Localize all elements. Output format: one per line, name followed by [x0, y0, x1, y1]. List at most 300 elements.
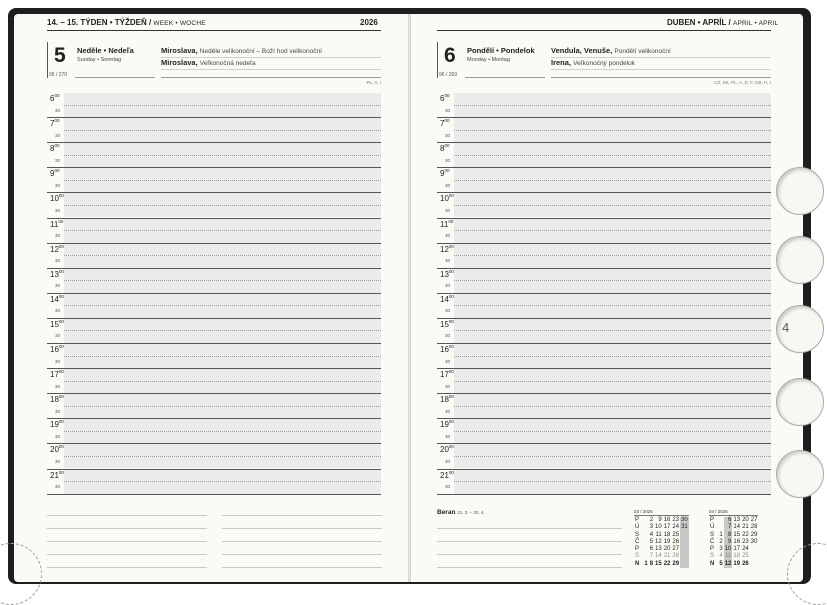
- hour-label: [50, 345, 64, 354]
- calendar-day: 30: [750, 538, 758, 545]
- header-rule-right: [437, 30, 771, 31]
- hour-value: 8: [440, 144, 445, 154]
- hour-value: 7: [50, 119, 55, 129]
- half-hour-rule: [454, 130, 771, 131]
- minute-value: 00: [58, 318, 64, 324]
- calendar-day: [750, 561, 759, 568]
- weekday-letter: S: [710, 553, 715, 560]
- hour-label: [50, 119, 59, 128]
- calendar-day: 1: [644, 560, 648, 567]
- weekday-letter: S: [635, 531, 640, 538]
- month-tab[interactable]: [776, 450, 824, 498]
- hour-value: 7: [440, 119, 445, 129]
- hourly-schedule-right: [437, 92, 771, 502]
- half-hour-rule: [454, 155, 771, 156]
- half-hour-label: 30: [55, 484, 61, 490]
- calendar-day: 29: [750, 531, 758, 538]
- calendar-day: 24: [742, 546, 749, 553]
- calendar-day: 7: [649, 553, 654, 560]
- hour-value: 11: [50, 219, 59, 229]
- nameday-rule: [551, 69, 771, 70]
- day-underline-right: [465, 77, 545, 78]
- hour-label: [440, 270, 454, 279]
- half-hour-label: 30: [55, 283, 61, 289]
- half-hour-rule: [64, 230, 381, 231]
- calendar-day: 3: [649, 524, 654, 531]
- half-hour-rule: [454, 280, 771, 281]
- hour-value: 9: [50, 169, 55, 179]
- day-of-year-right: 96 / 269: [439, 72, 458, 78]
- day-number-right: 6: [444, 44, 456, 67]
- minute-value: 00: [448, 268, 454, 274]
- half-hour-rule: [454, 406, 771, 407]
- half-hour-rule: [454, 456, 771, 457]
- calendar-day: 25: [672, 531, 680, 538]
- nameday-rule: [551, 77, 771, 78]
- hour-label: [50, 471, 64, 480]
- calendar-day: 16: [733, 538, 741, 545]
- calendar-day: 29: [672, 560, 680, 567]
- day-bar-right: [437, 42, 438, 78]
- note-line[interactable]: [222, 567, 382, 568]
- week-header: [47, 18, 206, 27]
- calendar-day: 12: [724, 560, 732, 567]
- half-hour-rule: [64, 330, 381, 331]
- hour-value: 10: [440, 194, 449, 204]
- minute-value: 00: [448, 193, 454, 199]
- day-bar-left: [47, 42, 48, 78]
- half-hour-rule: [64, 155, 381, 156]
- half-hour-rule: [454, 330, 771, 331]
- hour-value: 6: [440, 94, 445, 103]
- calendar-day: [680, 546, 689, 553]
- hour-label: [440, 320, 454, 329]
- calendar-day: 12: [655, 538, 662, 545]
- minute-value: 00: [448, 344, 454, 349]
- calendar-day: 16: [663, 517, 671, 523]
- mini-calendar-title: 03 / 2026: [634, 509, 689, 516]
- calendar-day: [680, 561, 689, 568]
- hour-label: [440, 345, 454, 354]
- weekday-letter: P: [635, 546, 640, 553]
- minute-value: 00: [54, 118, 60, 124]
- hour-label: [440, 169, 449, 178]
- hour-value: 11: [440, 219, 449, 229]
- half-hour-rule: [454, 356, 771, 357]
- calendar-day: 5: [719, 560, 723, 567]
- nameday-rule: [161, 77, 381, 78]
- minute-value: 00: [58, 344, 64, 349]
- half-hour-label: 30: [55, 383, 61, 389]
- half-hour-label: 30: [445, 258, 451, 264]
- half-hour-label: 30: [55, 132, 61, 138]
- half-hour-rule: [454, 431, 771, 432]
- minute-value: 00: [54, 143, 60, 149]
- week-label: 14. – 15. TÝDEN • TÝŽDEŇ /: [47, 18, 152, 27]
- minute-value: 00: [58, 193, 64, 199]
- half-hour-label: 30: [445, 283, 451, 289]
- day-name-right: Pondělí • Pondelok: [467, 46, 535, 55]
- calendar-day: 1: [719, 531, 723, 538]
- hour-label: [50, 169, 59, 178]
- half-hour-label: 30: [445, 333, 451, 339]
- half-hour-rule: [64, 305, 381, 306]
- calendar-day: 2: [719, 538, 723, 545]
- calendar-day: 28: [750, 524, 758, 531]
- minute-value: 00: [448, 444, 454, 450]
- calendar-day: 26: [672, 538, 680, 545]
- half-hour-label: 30: [445, 182, 451, 188]
- hour-value: 19: [440, 420, 449, 430]
- note-line[interactable]: [47, 567, 207, 568]
- weekday-letter: S: [635, 553, 640, 560]
- half-hour-rule: [64, 205, 381, 206]
- week-label-sub: WEEK • WOCHE: [153, 20, 206, 27]
- half-hour-label: 30: [55, 107, 61, 113]
- header-rule-left: [47, 30, 381, 31]
- hour-label: [440, 94, 449, 103]
- calendar-day: 3: [719, 546, 723, 553]
- calendar-day: [680, 539, 689, 546]
- hour-label: [50, 320, 64, 329]
- minute-value: 00: [448, 394, 454, 400]
- minute-value: 00: [54, 93, 60, 98]
- hourly-schedule-left: [47, 92, 381, 502]
- mini-calendar-april: [709, 509, 758, 568]
- hour-value: 12: [440, 244, 449, 254]
- half-hour-label: 30: [445, 207, 451, 213]
- calendar-day: 22: [742, 531, 749, 538]
- hour-value: 16: [440, 345, 449, 354]
- minute-value: 00: [444, 118, 450, 124]
- calendar-day: 22: [663, 560, 671, 567]
- day-name-left: Neděle • Nedeľa: [77, 46, 134, 55]
- half-hour-rule: [64, 105, 381, 106]
- note-line[interactable]: [222, 528, 382, 529]
- half-hour-label: 30: [445, 433, 451, 439]
- note-line[interactable]: [222, 515, 382, 516]
- calendar-day: 10: [655, 524, 662, 531]
- month-tab[interactable]: [776, 378, 824, 426]
- calendar-day: [680, 553, 689, 560]
- nameday-name: Vendula, Venuše,: [551, 46, 613, 55]
- month-tab[interactable]: [776, 167, 824, 215]
- half-hour-label: 30: [445, 233, 451, 239]
- minute-value: 00: [448, 293, 454, 299]
- nameday-cz-left: [161, 46, 322, 55]
- hour-value: 20: [440, 445, 449, 455]
- half-hour-rule: [64, 356, 381, 357]
- calendar-day: 8: [724, 532, 733, 539]
- half-hour-label: 30: [445, 107, 451, 113]
- hour-label: [50, 420, 64, 429]
- hour-value: 15: [50, 319, 59, 329]
- hour-label: [50, 144, 59, 153]
- minute-value: 00: [448, 419, 454, 425]
- minute-value: 00: [448, 469, 454, 475]
- month-tab-label: 4: [782, 320, 790, 335]
- nameday-cz-right: [551, 46, 671, 55]
- minute-value: 00: [58, 444, 64, 450]
- minute-value: 00: [58, 469, 64, 475]
- half-hour-rule: [64, 456, 381, 457]
- half-hour-label: 30: [55, 157, 61, 163]
- minute-value: 00: [448, 218, 454, 224]
- weekday-letter: P: [710, 517, 715, 523]
- half-hour-rule: [64, 255, 381, 256]
- half-hour-rule: [454, 205, 771, 206]
- calendar-day: 6: [649, 546, 654, 553]
- calendar-day: [750, 553, 759, 560]
- half-hour-label: 30: [55, 458, 61, 464]
- minute-value: 00: [58, 394, 64, 400]
- half-hour-label: 30: [55, 358, 61, 364]
- calendar-day: 25: [742, 553, 749, 560]
- half-hour-label: 30: [55, 182, 61, 188]
- half-hour-label: 30: [55, 207, 61, 213]
- year-label: 2026: [360, 18, 378, 27]
- calendar-day: 18: [663, 531, 671, 538]
- hour-label: [440, 395, 454, 404]
- hour-value: 15: [440, 319, 449, 329]
- nameday-note: Veľkonočný pondelok: [573, 60, 635, 67]
- calendar-day: 17: [733, 546, 741, 553]
- calendar-day: 11: [725, 553, 732, 560]
- book-gutter: [408, 14, 411, 582]
- hour-value: 16: [50, 345, 59, 354]
- weekday-letter: Č: [710, 538, 715, 545]
- hour-label: [440, 420, 454, 429]
- calendar-day: 15: [733, 531, 741, 538]
- nameday-sk-right: [551, 58, 635, 67]
- minute-value: 00: [444, 143, 450, 149]
- weekday-letter: N: [710, 560, 715, 567]
- note-line[interactable]: [47, 528, 207, 529]
- month-label-sub: APRIL • APRIL: [732, 20, 779, 27]
- calendar-day: 13: [733, 517, 741, 523]
- minute-value: 00: [444, 93, 450, 98]
- calendar-day: 20: [742, 517, 749, 523]
- weekday-letter: S: [710, 531, 715, 538]
- half-hour-rule: [454, 305, 771, 306]
- calendar-day: 15: [655, 560, 662, 567]
- weekday-letter: Ú: [635, 524, 640, 531]
- half-hour-rule: [454, 481, 771, 482]
- calendar-day: 23: [742, 538, 749, 545]
- note-line[interactable]: [47, 515, 207, 516]
- half-hour-label: 30: [55, 258, 61, 264]
- half-hour-rule: [454, 255, 771, 256]
- minute-value: 00: [444, 168, 450, 174]
- nameday-note: Pondělí velikonoční: [614, 48, 671, 55]
- half-hour-label: 30: [445, 358, 451, 364]
- mini-calendar-title: 04 / 2026: [709, 509, 758, 516]
- hour-value: 14: [440, 294, 449, 304]
- mini-calendar-march: [634, 509, 689, 568]
- minute-value: 00: [54, 168, 60, 174]
- half-hour-label: 30: [445, 408, 451, 414]
- half-hour-label: 30: [55, 308, 61, 314]
- hour-value: 17: [50, 370, 59, 380]
- minute-value: 00: [448, 318, 454, 324]
- weekday-letter: Ú: [710, 524, 715, 531]
- note-line[interactable]: [437, 541, 622, 542]
- hour-value: 17: [440, 370, 449, 380]
- half-hour-rule: [64, 381, 381, 382]
- calendar-day: 10: [724, 546, 732, 553]
- minute-value: 00: [58, 419, 64, 425]
- calendar-day: 27: [672, 546, 680, 553]
- half-hour-rule: [64, 481, 381, 482]
- day-number-left: 5: [54, 44, 66, 67]
- hour-value: 13: [440, 269, 449, 279]
- half-hour-rule: [454, 230, 771, 231]
- hour-value: 12: [50, 244, 59, 254]
- note-line[interactable]: [47, 541, 207, 542]
- month-header: [667, 18, 778, 27]
- hour-label: [50, 370, 64, 379]
- month-label: DUBEN • APRÍL /: [667, 18, 731, 27]
- calendar-day: 4: [719, 553, 723, 560]
- hour-label: [440, 119, 449, 128]
- calendar-day: [750, 546, 759, 553]
- nameday-name: Miroslava,: [161, 46, 198, 55]
- hour-rule: [437, 494, 771, 495]
- hour-label: [50, 445, 64, 454]
- minute-value: 00: [448, 243, 454, 249]
- hour-value: 19: [50, 420, 59, 430]
- hour-label: [50, 295, 64, 304]
- half-hour-rule: [64, 130, 381, 131]
- note-line[interactable]: [437, 528, 622, 529]
- half-hour-rule: [454, 381, 771, 382]
- month-tab[interactable]: [776, 236, 824, 284]
- weekday-letter: P: [635, 517, 640, 523]
- calendar-day: 14: [655, 553, 662, 560]
- hour-label: [50, 194, 64, 203]
- half-hour-label: 30: [445, 458, 451, 464]
- nameday-name: Irena,: [551, 58, 572, 67]
- calendar-day: 4: [649, 531, 654, 538]
- nameday-note: Veľkonočná nedeľa: [199, 60, 256, 67]
- calendar-day: 27: [750, 517, 758, 523]
- hour-label: [50, 270, 64, 279]
- day-name-sub-right: Monday • Montag: [467, 57, 510, 63]
- hour-value: 8: [50, 144, 55, 154]
- minute-value: 00: [58, 218, 64, 224]
- half-hour-label: 30: [445, 383, 451, 389]
- hour-value: 13: [50, 269, 59, 279]
- hour-value: 21: [50, 470, 59, 480]
- nameday-sk-left: [161, 58, 256, 67]
- hour-value: 18: [50, 395, 59, 405]
- calendar-day: 8: [649, 560, 654, 567]
- hour-label: [440, 295, 454, 304]
- calendar-day: 23: [672, 517, 680, 523]
- nameday-rule: [161, 69, 381, 70]
- hour-label: [440, 144, 449, 153]
- weekday-letter: P: [710, 546, 715, 553]
- minute-value: 00: [58, 268, 64, 274]
- half-hour-label: 30: [55, 433, 61, 439]
- nameday-name: Miroslava,: [161, 58, 198, 67]
- day-underline-left: [75, 77, 155, 78]
- hour-label: [50, 395, 64, 404]
- half-hour-label: 30: [55, 408, 61, 414]
- hour-value: 9: [440, 169, 445, 179]
- zodiac-range: 21. 3. – 20. 4.: [457, 510, 485, 515]
- note-line[interactable]: [437, 554, 622, 555]
- hour-label: [50, 245, 64, 254]
- calendar-day: 31: [681, 524, 688, 531]
- calendar-day: 9: [658, 517, 662, 523]
- hour-label: [50, 220, 63, 229]
- calendar-day: 21: [663, 553, 671, 560]
- calendar-day: 5: [649, 538, 654, 545]
- hour-label: [50, 94, 59, 103]
- calendar-day: 2: [649, 517, 654, 523]
- calendar-day: 28: [672, 553, 680, 560]
- country-codes-right: CZ, SK, PL, A, D, F, GB, H, I: [714, 80, 771, 85]
- hour-value: 10: [50, 194, 59, 204]
- calendar-day: 19: [663, 538, 671, 545]
- day-name-sub-left: Sunday • Sonntag: [77, 57, 122, 63]
- note-line[interactable]: [47, 554, 207, 555]
- hour-value: 18: [440, 395, 449, 405]
- hour-label: [440, 370, 454, 379]
- hour-value: 21: [440, 470, 449, 480]
- half-hour-rule: [454, 180, 771, 181]
- country-codes-left: PL, A, I: [366, 80, 381, 85]
- calendar-day: 24: [672, 524, 680, 531]
- hour-label: [440, 245, 454, 254]
- minute-value: 00: [58, 243, 64, 249]
- calendar-day: 6: [724, 517, 733, 524]
- half-hour-rule: [64, 431, 381, 432]
- hour-value: 20: [50, 445, 59, 455]
- hour-label: [440, 194, 454, 203]
- calendar-day: 21: [742, 524, 749, 531]
- calendar-day: 20: [663, 546, 671, 553]
- zodiac-name: Beran: [437, 509, 456, 516]
- calendar-day: 19: [733, 560, 741, 567]
- note-line[interactable]: [437, 567, 622, 568]
- calendar-day: 18: [733, 553, 741, 560]
- calendar-day: 14: [733, 524, 741, 531]
- weekday-letter: N: [635, 560, 640, 567]
- note-line[interactable]: [222, 554, 382, 555]
- note-line[interactable]: [222, 541, 382, 542]
- hour-label: [440, 471, 454, 480]
- calendar-day: 7: [724, 524, 733, 531]
- half-hour-rule: [64, 280, 381, 281]
- hour-value: 6: [50, 94, 55, 103]
- nameday-note: Neděle velikonoční – Boží hod velikonoční: [199, 48, 322, 55]
- weekday-letter: Č: [635, 538, 640, 545]
- calendar-day: 9: [724, 539, 733, 546]
- calendar-day: [680, 532, 689, 539]
- hour-rule: [47, 494, 381, 495]
- half-hour-rule: [454, 105, 771, 106]
- calendar-day: 17: [663, 524, 671, 531]
- day-of-year-left: 95 / 270: [49, 72, 68, 78]
- calendar-day: 13: [655, 546, 662, 553]
- zodiac-sign: [437, 509, 485, 516]
- half-hour-label: 30: [445, 132, 451, 138]
- hour-label: [440, 220, 453, 229]
- half-hour-label: 30: [445, 308, 451, 314]
- minute-value: 00: [58, 293, 64, 299]
